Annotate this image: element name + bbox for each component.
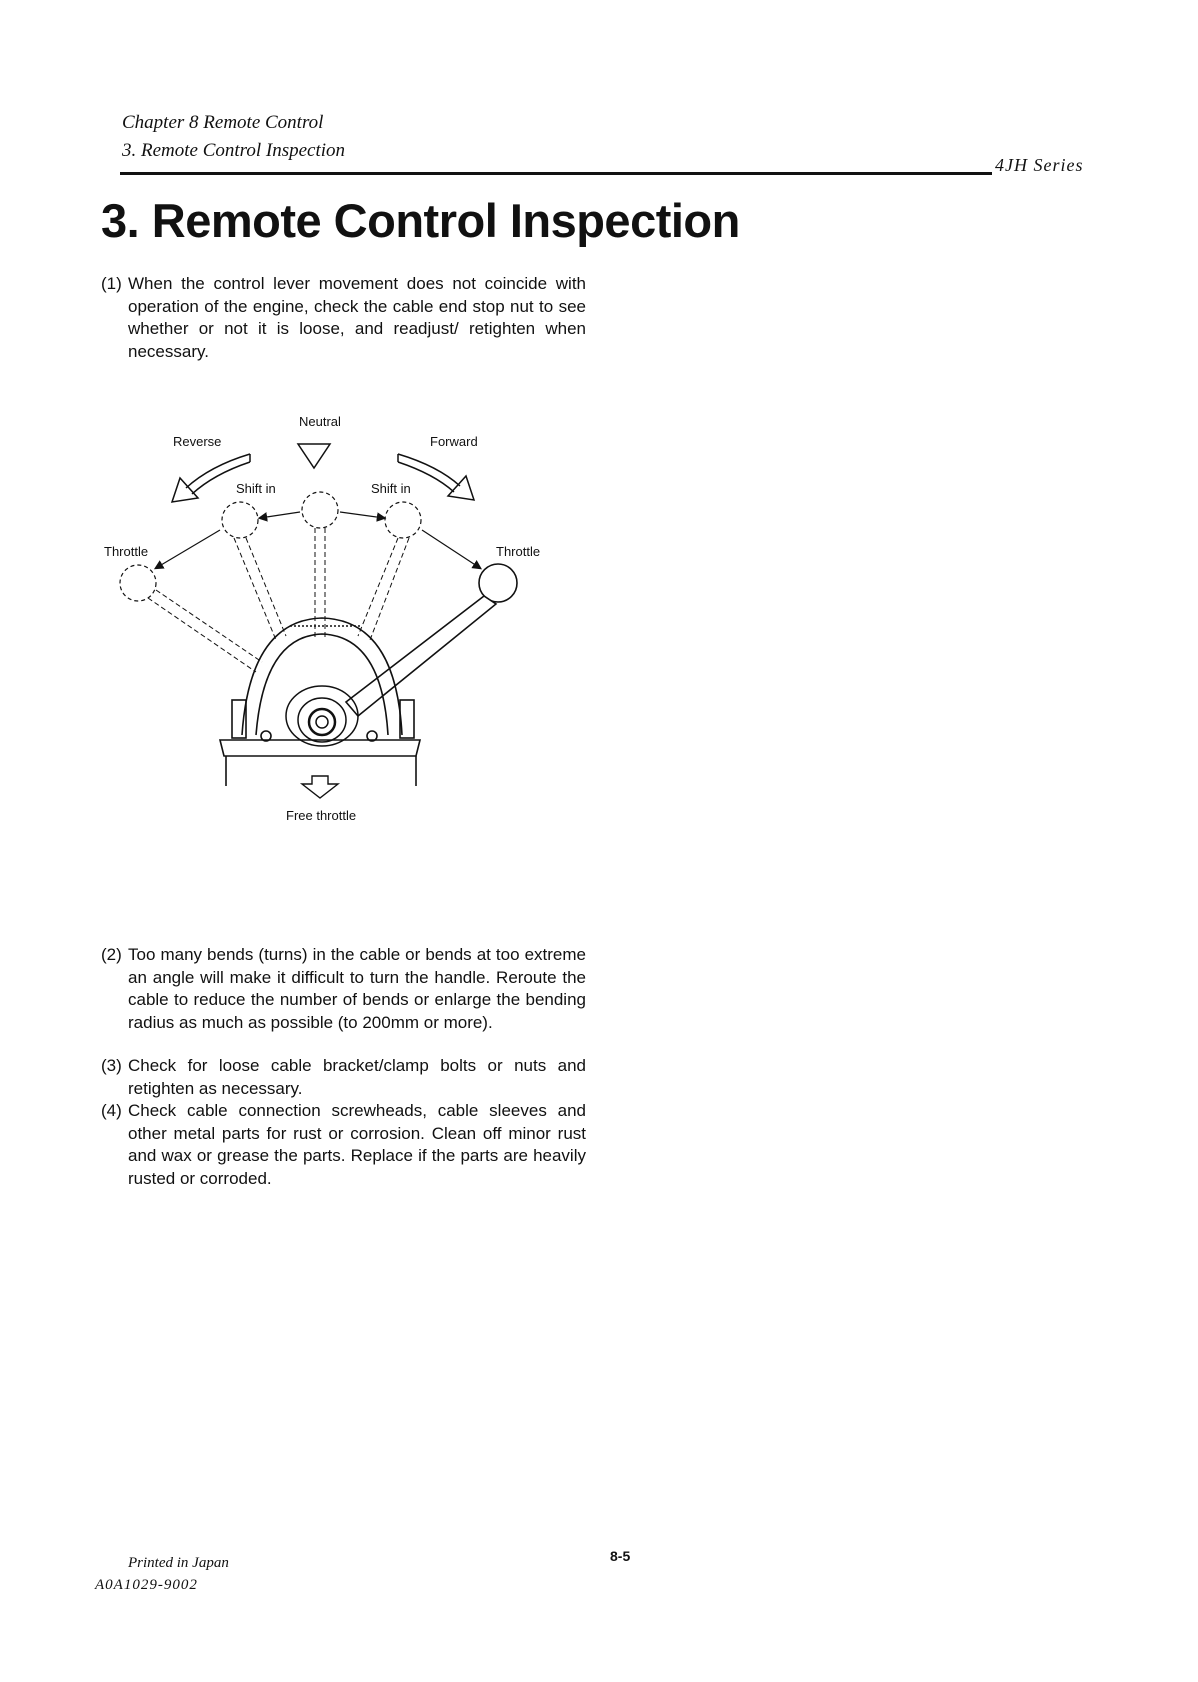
paragraph-2: [101, 944, 586, 1034]
paragraph-text: When the control lever movement does not coincide with operation of the engine, check the cable end stop nut to see whether or not it is loose, and readjust/ retighten when necessary.: [128, 274, 586, 361]
page-number: 8-5: [610, 1548, 631, 1564]
label-shift-in-right: Shift in: [371, 481, 411, 496]
header-series: 4JH Series: [995, 155, 1084, 175]
knob-forward-shift: [385, 502, 421, 538]
paragraph-4: [101, 1100, 586, 1190]
label-throttle-left: Throttle: [104, 544, 149, 559]
label-neutral: Neutral: [299, 414, 341, 429]
footer-code: A0A1029-9002: [95, 1577, 198, 1593]
free-throttle-arrow-icon: [302, 776, 338, 798]
header-chapter: Chapter 8 Remote Control: [122, 112, 324, 133]
paragraph-number: (1): [101, 274, 122, 293]
paragraph-text: Check for loose cable bracket/clamp bolts or nuts and retighten as necessary.: [128, 1056, 586, 1098]
paragraph-text: Check cable connection screwheads, cable sleeves and other metal parts for rust or corrosion. Clean off minor rust and wax or grease the parts. Replace if the parts are heavily rusted or corroded.: [128, 1101, 586, 1188]
arrow-shift-right: [340, 512, 384, 518]
paragraph-number: (3): [101, 1056, 122, 1075]
footer-printed: Printed in Japan: [128, 1555, 229, 1571]
paragraph-1: [101, 273, 586, 363]
arrow-throttle-right: [422, 530, 480, 568]
paragraph-number: (4): [101, 1101, 122, 1120]
paragraph-3: [101, 1055, 586, 1100]
label-free-throttle: Free throttle: [286, 808, 357, 823]
paragraph-text: Too many bends (turns) in the cable or bends at too extreme an angle will make it difficult to turn the handle. Reroute the cable to reduce the number of bends or enlarge the bending radius as much as possible (to 200mm or more).: [128, 945, 586, 1032]
header-section: 3. Remote Control Inspection: [122, 140, 346, 161]
label-reverse: Reverse: [173, 434, 222, 449]
remote-control-diagram: [100, 414, 600, 900]
control-housing: [220, 618, 420, 786]
label-forward: Forward: [430, 434, 478, 449]
page-title: 3. Remote Control Inspection: [101, 194, 740, 247]
arrow-throttle-left: [156, 530, 220, 568]
knob-reverse-shift: [222, 502, 258, 538]
arrow-shift-left: [260, 512, 300, 518]
lever-arm: [346, 596, 496, 716]
header-rule: [120, 172, 992, 175]
neutral-arrow-icon: [298, 444, 330, 468]
label-shift-in-left: Shift in: [236, 481, 276, 496]
label-throttle-right: Throttle: [496, 544, 541, 559]
knob-reverse-throttle: [120, 565, 156, 601]
paragraph-number: (2): [101, 945, 122, 964]
lever-hub: [286, 686, 358, 746]
knob-neutral: [302, 492, 338, 528]
